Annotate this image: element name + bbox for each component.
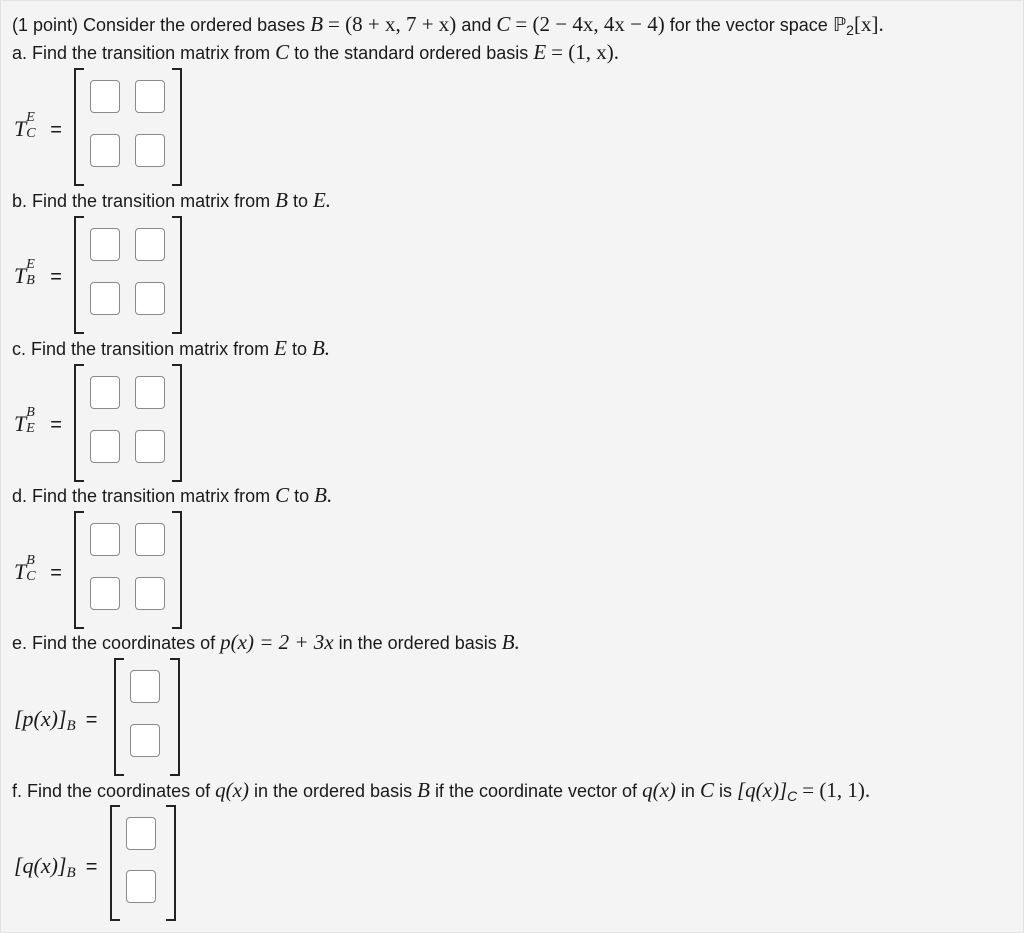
intro-space-text: for the vector space [669,15,828,35]
part-a-prompt: a. Find the transition matrix from C to the standard ordered basis E = (1, x). [12,40,619,64]
part-f-entry-2[interactable] [126,870,156,903]
part-a-entry-1-1[interactable] [90,80,120,113]
part-f-vector-label: $[q(x)]_B$ = [14,853,98,881]
part-d-right-bracket [172,511,182,629]
part-b-entry-1-1[interactable] [90,228,120,261]
part-c-entry-2-1[interactable] [90,430,120,463]
part-b-entry-2-2[interactable] [135,282,165,315]
part-e-entry-2[interactable] [130,724,160,757]
part-c-matrix-label: T B E = [14,405,62,436]
part-b-prompt: b. Find the transition matrix from B to E. [12,188,332,212]
part-e-left-bracket [114,658,124,776]
part-e-right-bracket [170,658,180,776]
part-f-right-bracket [166,805,176,921]
part-a-left-bracket [74,68,84,186]
part-d-left-bracket [74,511,84,629]
part-d-entry-1-1[interactable] [90,523,120,556]
basis-C-definition: = (2 − 4x, 4x − 4) [515,12,665,36]
part-b-right-bracket [172,216,182,334]
polynomial-variable: [x]. [853,12,884,36]
basis-C-symbol: C [496,12,511,36]
part-a-matrix-label: T E C = [14,110,62,141]
problem-intro [12,13,884,41]
part-c-left-bracket [74,364,84,482]
polynomial-space-symbol: ℙ [832,14,847,36]
part-a-entry-2-2[interactable] [135,134,165,167]
part-b-matrix-label: T E B = [14,257,62,288]
part-d-prompt: d. Find the transition matrix from C to B. [12,483,333,507]
part-a-entry-1-2[interactable] [135,80,165,113]
part-d-matrix-label: T B C = [14,553,62,584]
part-c-prompt: c. Find the transition matrix from E to B. [12,336,331,360]
part-a-right-bracket [172,68,182,186]
basis-B-definition: = (8 + x, 7 + x) [328,12,457,36]
part-f-prompt: f. Find the coordinates of q(x) in the ordered basis B if the coordinate vector of q(x) in C is $[q(x)]_C = (1$, 1). [12,778,871,804]
part-c-entry-1-2[interactable] [135,376,165,409]
basis-B-symbol: B [310,12,324,36]
part-e-prompt: e. Find the coordinates of p(x) = 2 + 3x in the ordered basis B. [12,630,520,654]
part-d-entry-2-2[interactable] [135,577,165,610]
part-f-entry-1[interactable] [126,817,156,850]
part-a-entry-2-1[interactable] [90,134,120,167]
part-d-entry-1-2[interactable] [135,523,165,556]
part-d-entry-2-1[interactable] [90,577,120,610]
part-b-entry-1-2[interactable] [135,228,165,261]
part-c-entry-2-2[interactable] [135,430,165,463]
part-b-entry-2-1[interactable] [90,282,120,315]
part-c-entry-1-1[interactable] [90,376,120,409]
intro-prefix: (1 point) Consider the ordered bases [12,15,306,35]
part-b-left-bracket [74,216,84,334]
part-c-right-bracket [172,364,182,482]
part-f-left-bracket [110,805,120,921]
part-e-vector-label: $[p(x)]_B$ = [14,706,98,734]
intro-and: and [461,15,492,35]
polynomial-degree: 2 [846,22,854,38]
part-e-entry-1[interactable] [130,670,160,703]
